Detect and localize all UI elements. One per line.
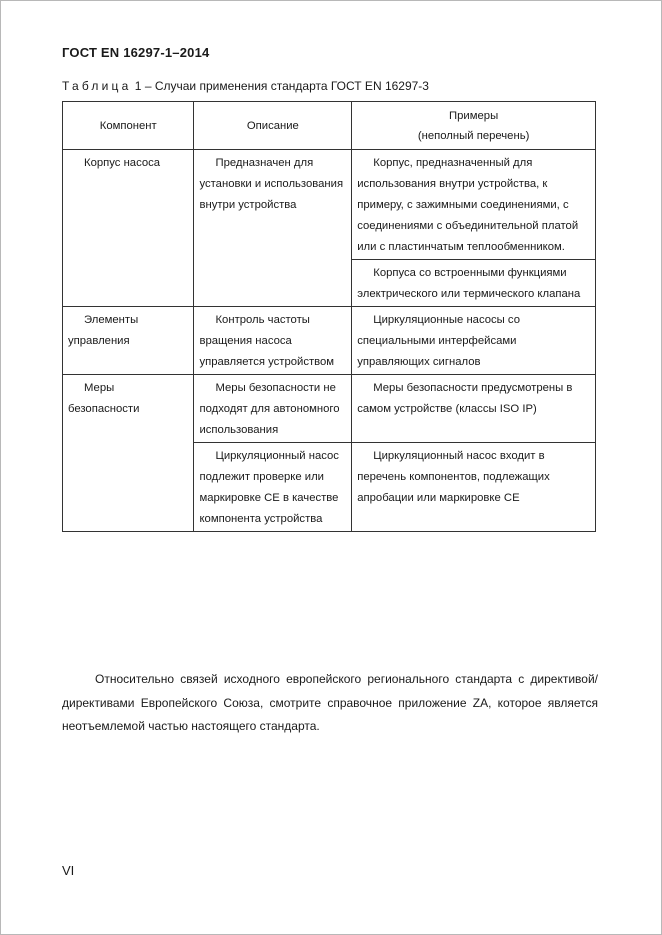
table-caption-text: – Случаи применения стандарта ГОСТ EN 16297-3 <box>144 79 429 93</box>
component-text: Меры безопасности <box>68 382 140 415</box>
cell-component <box>63 307 194 375</box>
table-row <box>63 375 596 443</box>
cell-example <box>352 375 596 443</box>
table-row <box>63 150 596 260</box>
cell-description <box>194 375 352 443</box>
example-text: Корпус, предназначенный для использования внутри устройства, к примеру, с зажимными соединениями, с соединениями с объединительной платой или с пластинчатым теплообменником. <box>357 157 579 253</box>
header-examples <box>352 102 596 150</box>
cell-example <box>352 307 596 375</box>
cell-example <box>352 443 596 532</box>
cell-component <box>63 150 194 307</box>
example-text: Циркуляционные насосы со специальными интерфейсами управляющих сигналов <box>357 314 520 368</box>
table-caption-number: 1 <box>134 79 142 93</box>
header-examples-title: Примеры <box>449 109 499 122</box>
example-text: Меры безопасности предусмотрены в самом устройстве (классы ISO IP) <box>357 382 573 415</box>
component-text: Элементы управления <box>68 314 139 347</box>
description-text: Циркуляционный насос подлежит проверке или маркировке CE в качестве компонента устройства <box>199 450 339 525</box>
table-header-row <box>63 102 596 150</box>
cell-description <box>194 307 352 375</box>
cell-description <box>194 150 352 307</box>
table-row <box>63 307 596 375</box>
description-text: Контроль частоты вращения насоса управляется устройством <box>199 314 335 368</box>
cell-description <box>194 443 352 532</box>
application-cases-table <box>62 101 596 532</box>
table-caption <box>62 79 429 93</box>
example-text: Циркуляционный насос входит в перечень компонентов, подлежащих апробации или маркировке CE <box>357 450 550 504</box>
cell-component <box>63 375 194 532</box>
example-text: Корпуса со встроенными функциями электрического или термического клапана <box>357 267 581 300</box>
component-text: Корпус насоса <box>84 157 161 169</box>
header-examples-subtitle: (неполный перечень) <box>417 129 530 142</box>
table-caption-label: Таблица <box>62 79 132 93</box>
header-component: Компонент <box>63 102 194 150</box>
header-description: Описание <box>194 102 352 150</box>
cell-example <box>352 150 596 260</box>
page-number: VI <box>62 863 75 878</box>
cell-example <box>352 260 596 307</box>
document-header: ГОСТ EN 16297-1–2014 <box>62 45 210 60</box>
reference-paragraph: Относительно связей исходного европейского регионального стандарта с директивой/директивами Европейского Союза, смотрите справочное приложение ZA, которое является неотъемлемой частью настоящего стандарта. <box>62 672 598 733</box>
description-text: Предназначен для установки и использования внутри устройства <box>199 157 344 211</box>
description-text: Меры безопасности не подходят для автономного использования <box>199 382 340 436</box>
